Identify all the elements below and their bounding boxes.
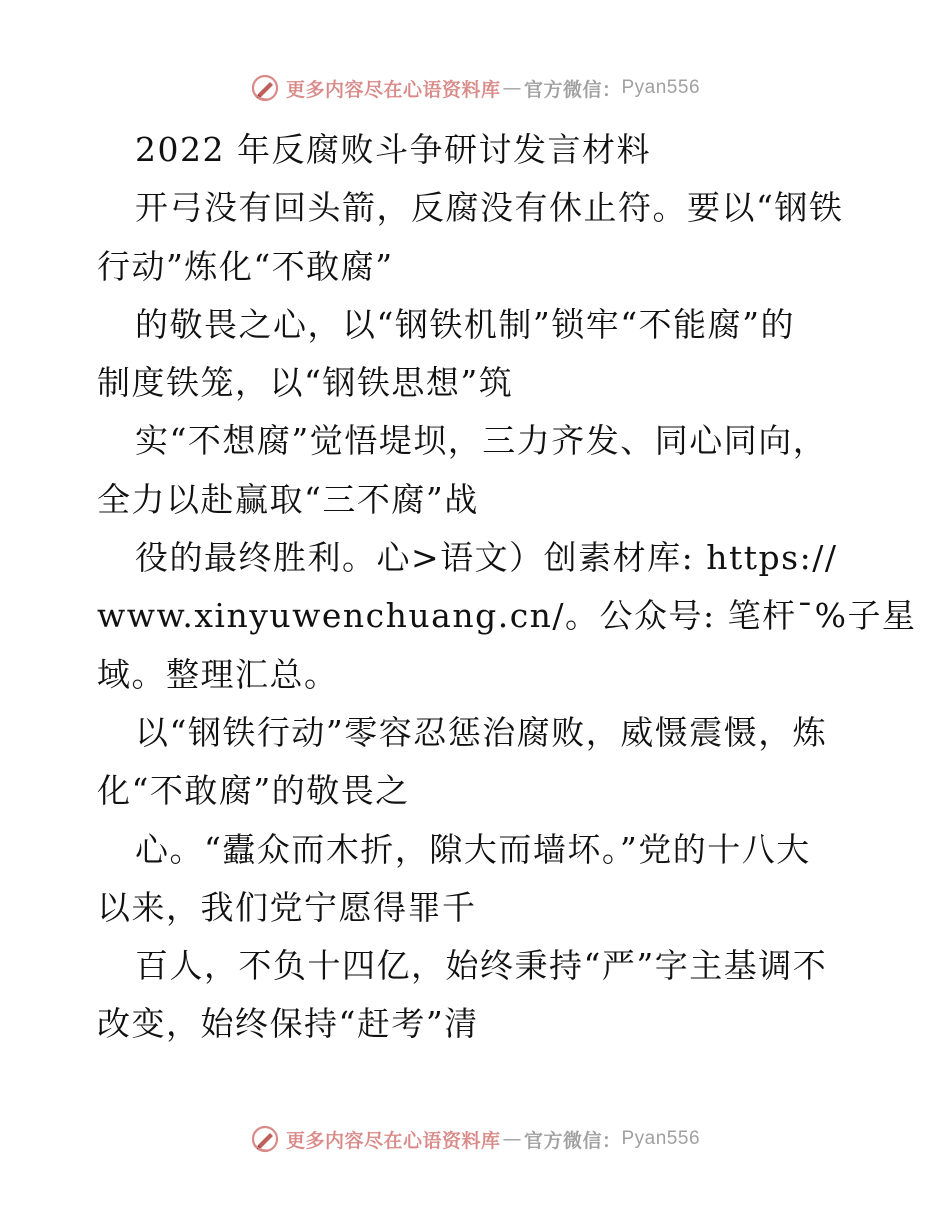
footer-banner — [0, 1124, 950, 1154]
text-line: 以“钢铁行动”零容忍惩治腐败，威慑震慑，炼 — [135, 712, 828, 752]
header-dash: — — [502, 77, 522, 99]
text-line: 以来，我们党宁愿得罪千 — [97, 887, 477, 927]
text-line: 的敬畏之心，以“钢铁机制”锁牢“不能腐”的 — [135, 304, 795, 344]
text-line: www.xinyuwenchuang.cn/。公众号: 笔杆¯%子星 — [97, 596, 917, 636]
pen-logo-icon — [250, 73, 280, 103]
text-line: 域。整理汇总。 — [97, 654, 339, 694]
text-line: 行动”炼化“不敢腐” — [97, 246, 394, 286]
footer-wechat-id: Pyan556 — [621, 1128, 701, 1149]
text-line: 百人，不负十四亿，始终秉持“严”字主基调不 — [135, 946, 828, 986]
text-line: 实“不想腐”觉悟堤坝，三力齐发、同心同向， — [135, 421, 828, 461]
pen-logo-icon — [250, 1124, 280, 1154]
header-wechat-label: 官方微信： — [523, 78, 622, 101]
footer-wechat-label: 官方微信： — [523, 1129, 622, 1152]
text-line: 改变，始终保持“赶考”清 — [97, 1004, 479, 1044]
text-line: 全力以赴赢取“三不腐”战 — [97, 479, 479, 519]
header-banner — [0, 73, 950, 103]
text-line: 役的最终胜利。心>语文）创素材库: https:// — [135, 538, 838, 578]
header-site-text: 更多内容尽在心语资料库 — [285, 78, 501, 101]
document-body — [97, 121, 917, 1054]
document-title: 2022 年反腐败斗争研讨发言材料 — [135, 130, 651, 169]
text-line: 制度铁笼，以“钢铁思想”筑 — [97, 363, 514, 403]
footer-site-text: 更多内容尽在心语资料库 — [285, 1129, 501, 1152]
header-wechat-id: Pyan556 — [621, 77, 701, 98]
text-line: 化“不敢腐”的敬畏之 — [97, 771, 410, 811]
footer-dash: — — [502, 1128, 522, 1150]
text-line: 心。“蠹众而木折，隙大而墙坏。”党的十八大 — [135, 829, 811, 869]
text-line: 开弓没有回头箭，反腐没有休止符。要以“钢铁 — [135, 188, 844, 228]
